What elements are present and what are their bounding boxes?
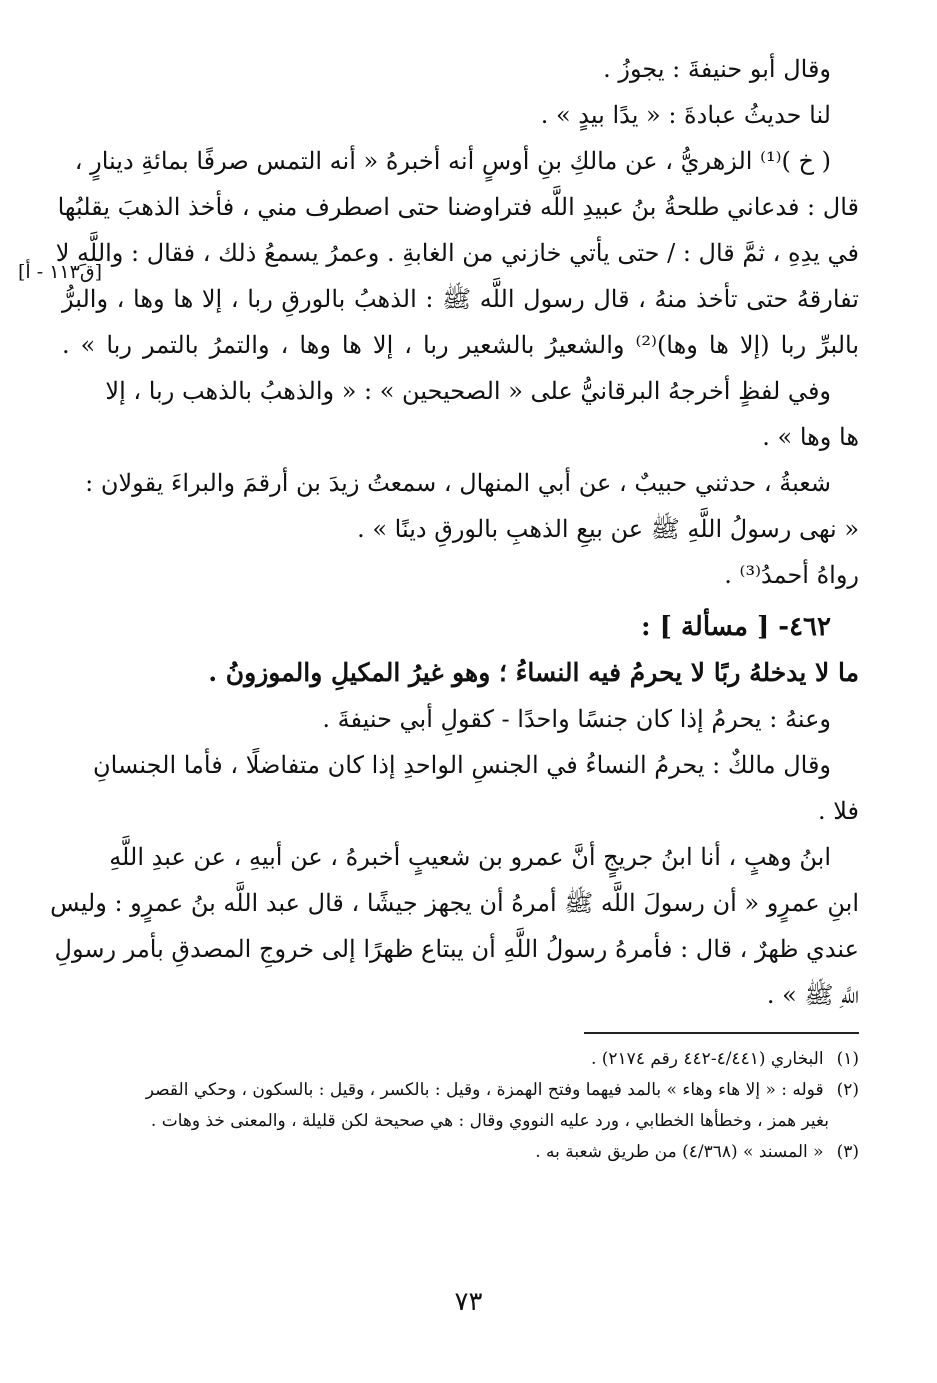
- footnote-text: قوله : « إلا هاء وهاء » بالمد فيهما وفتح الهمزة ، وقيل : بالكسر ، وقيل : بالسكون ، وحكي القصر: [145, 1080, 824, 1100]
- text-line: ابنِ عمرٍو « أن رسولَ اللَّه ﷺ أمرهُ أن يجهز جيشًا ، قال عبد اللَّه بنُ عمرٍو : وليس: [50, 889, 859, 917]
- footnote: [62, 1075, 859, 1106]
- footnote-text: البخاري (٤/٤٤١-٤٤٢ رقم ٢١٧٤) .: [590, 1049, 824, 1069]
- text-line: لنا حديثُ عبادةَ : « يدًا بيدٍ » .: [540, 101, 831, 129]
- text-line: قال : فدعاني طلحةُ بنُ عبيدِ اللَّه فتراوضنا حتى اصطرف مني ، فأخذ الذهبَ يقلبُها: [57, 193, 859, 221]
- text-line: بالبرِّ ربا (إلا ها وها)⁽²⁾ والشعيرُ بالشعير ربا ، إلا ها وها ، والتمرُ بالتمر ربا » .: [62, 331, 859, 359]
- footnote-separator: [584, 1032, 859, 1034]
- manuscript-reference: [ق١١٣ - أ]: [18, 261, 102, 283]
- footnote: [62, 1044, 859, 1075]
- footnote-text: بغير همز ، وخطأها الخطابي ، ورد عليه النووي وقال : هي صحيحة لكن قليلة ، والمعنى خذ وهات .: [150, 1111, 829, 1131]
- text-line: شعبةُ ، حدثني حبيبٌ ، عن أبي المنهال ، سمعتُ زيدَ بن أرقمَ والبراءَ يقولان :: [85, 469, 831, 497]
- text-line: وقال مالكٌ : يحرمُ النساءُ في الجنسِ الواحدِ إذا كان متفاضلًا ، فأما الجنسانِ: [93, 751, 831, 779]
- text-line: « نهى رسولُ اللَّهِ ﷺ عن بيعِ الذهبِ بالورقِ دينًا » .: [357, 515, 859, 543]
- footnote-number: (٢): [836, 1080, 859, 1100]
- page-number: ٧٣: [454, 1287, 483, 1317]
- text-line: عندي ظهرٌ ، قال : فأمرهُ رسولُ اللَّهِ أن يبتاع ظهرًا إلى خروجِ المصدقِ بأمر رسولِ: [54, 935, 859, 963]
- text-line: في يدِهِ ، ثمَّ قال : / حتى يأتي خازني من الغابةِ . وعمرُ يسمعُ ذلك ، فقال : واللَّهِ لا: [55, 239, 859, 267]
- text-line: وفي لفظٍ أخرجهُ البرقانيُّ على « الصحيحين » : « والذهبُ بالذهب ربا ، إلا: [105, 377, 831, 405]
- section-heading: ٤٦٢- [ مسألة ] :: [640, 612, 831, 642]
- text-line: ها وها » .: [762, 423, 859, 451]
- text-line: ( خ )⁽¹⁾ الزهريُّ ، عن مالكِ بنِ أوسٍ أنه أخبرهُ « أنه التمس صرفًا بمائةِ دينارٍ ،: [74, 147, 831, 175]
- text-line: رواهُ أحمدُ⁽³⁾ .: [724, 561, 859, 589]
- section-subheading: ما لا يدخلهُ ربًا لا يحرمُ فيه النساءُ ؛ وهو غيرُ المكيلِ والموزونُ .: [208, 658, 859, 687]
- footnote-number: (٣): [836, 1142, 859, 1162]
- footnote: [62, 1137, 859, 1168]
- text-line: تفارقهُ حتى تأخذ منهُ ، قال رسول اللَّه ﷺ : الذهبُ بالورقِ ربا ، إلا ها وها ، والبرُّ: [62, 285, 859, 313]
- footnote-text: « المسند » (٤/٣٦٨) من طريق شعبة به .: [535, 1142, 824, 1162]
- text-line: فلا .: [817, 797, 859, 825]
- footnote-number: (١): [836, 1049, 859, 1069]
- text-line: وقال أبو حنيفةَ : يجوزُ .: [603, 55, 831, 83]
- text-line: ابنُ وهبٍ ، أنا ابنُ جريجٍ أنَّ عمرو بن شعيبٍ أخبرهُ ، عن أبيهِ ، عن عبدِ اللَّهِ: [109, 843, 831, 871]
- text-line: اللَّهِ ﷺ » .: [766, 981, 859, 1009]
- footnote-continuation: [62, 1106, 859, 1137]
- text-line: وعنهُ : يحرمُ إذا كان جنسًا واحدًا - كقولِ أبي حنيفةَ .: [322, 705, 831, 733]
